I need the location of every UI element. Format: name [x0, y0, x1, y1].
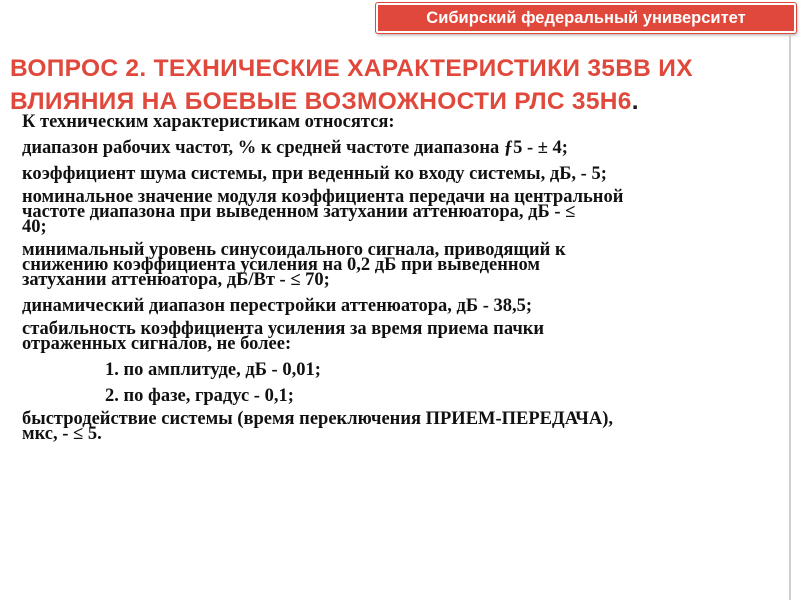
list-item-line: номинальное значение модуля коэффициента передачи на центральной [22, 187, 624, 207]
list-item-line: коэффициент шума системы, при веденный ко входу системы, дБ, - 5; [22, 164, 607, 184]
list-item-switching-speed [22, 409, 800, 444]
list-item-attenuator-range [22, 296, 800, 316]
list-item-line: диапазон рабочих частот, % к средней частоте диапазона ƒ5 - ± 4; [22, 138, 568, 158]
list-item-line: быстродействие системы (время переключения ПРИЕМ-ПЕРЕДАЧА), [22, 409, 614, 429]
intro-text: К техническим характеристикам относятся: [22, 112, 395, 132]
list-item-gain-stability [22, 319, 800, 354]
list-item-min-signal-level [22, 240, 800, 290]
list-item-noise-figure [22, 164, 800, 184]
university-banner: Сибирский федеральный университет [376, 3, 796, 33]
list-item-transfer-coefficient [22, 187, 800, 237]
list-item-line: отраженных сигналов, не более: [22, 334, 292, 354]
list-item-frequency-range [22, 138, 800, 158]
slide-title-line-2-text: ВЛИЯНИЯ НА БОЕВЫЕ ВОЗМОЖНОСТИ РЛС 35Н6 [10, 88, 632, 115]
sub-item-amplitude: 1. по амплитуде, дБ - 0,01; [105, 360, 321, 380]
slide-title-period: . [631, 88, 639, 115]
slide-body [22, 112, 800, 450]
list-item-line: минимальный уровень синусоидального сигнала, приводящий к [22, 240, 566, 260]
list-item-line: мкс, - ≤ 5. [22, 424, 102, 444]
slide-title [10, 52, 800, 118]
list-item-line: затухании аттенюатора, дБ/Вт - ≤ 70; [22, 270, 330, 290]
list-item-line: динамический диапазон перестройки аттенюатора, дБ - 38,5; [22, 296, 533, 316]
list-item-line: стабильность коэффициента усиления за время приема пачки [22, 319, 545, 339]
list-item-line: 40; [22, 217, 47, 237]
sub-item-phase: 2. по фазе, градус - 0,1; [105, 386, 294, 406]
slide-title-line-1: ВОПРОС 2. ТЕХНИЧЕСКИЕ ХАРАКТЕРИСТИКИ 35ВВ ИХ [10, 55, 693, 82]
list-item-line: снижению коэффициента усиления на 0,2 дБ при выведенном [22, 255, 541, 275]
list-item-line: частоте диапазона при выведенном затухании аттенюатора, дБ - ≤ [22, 202, 576, 222]
